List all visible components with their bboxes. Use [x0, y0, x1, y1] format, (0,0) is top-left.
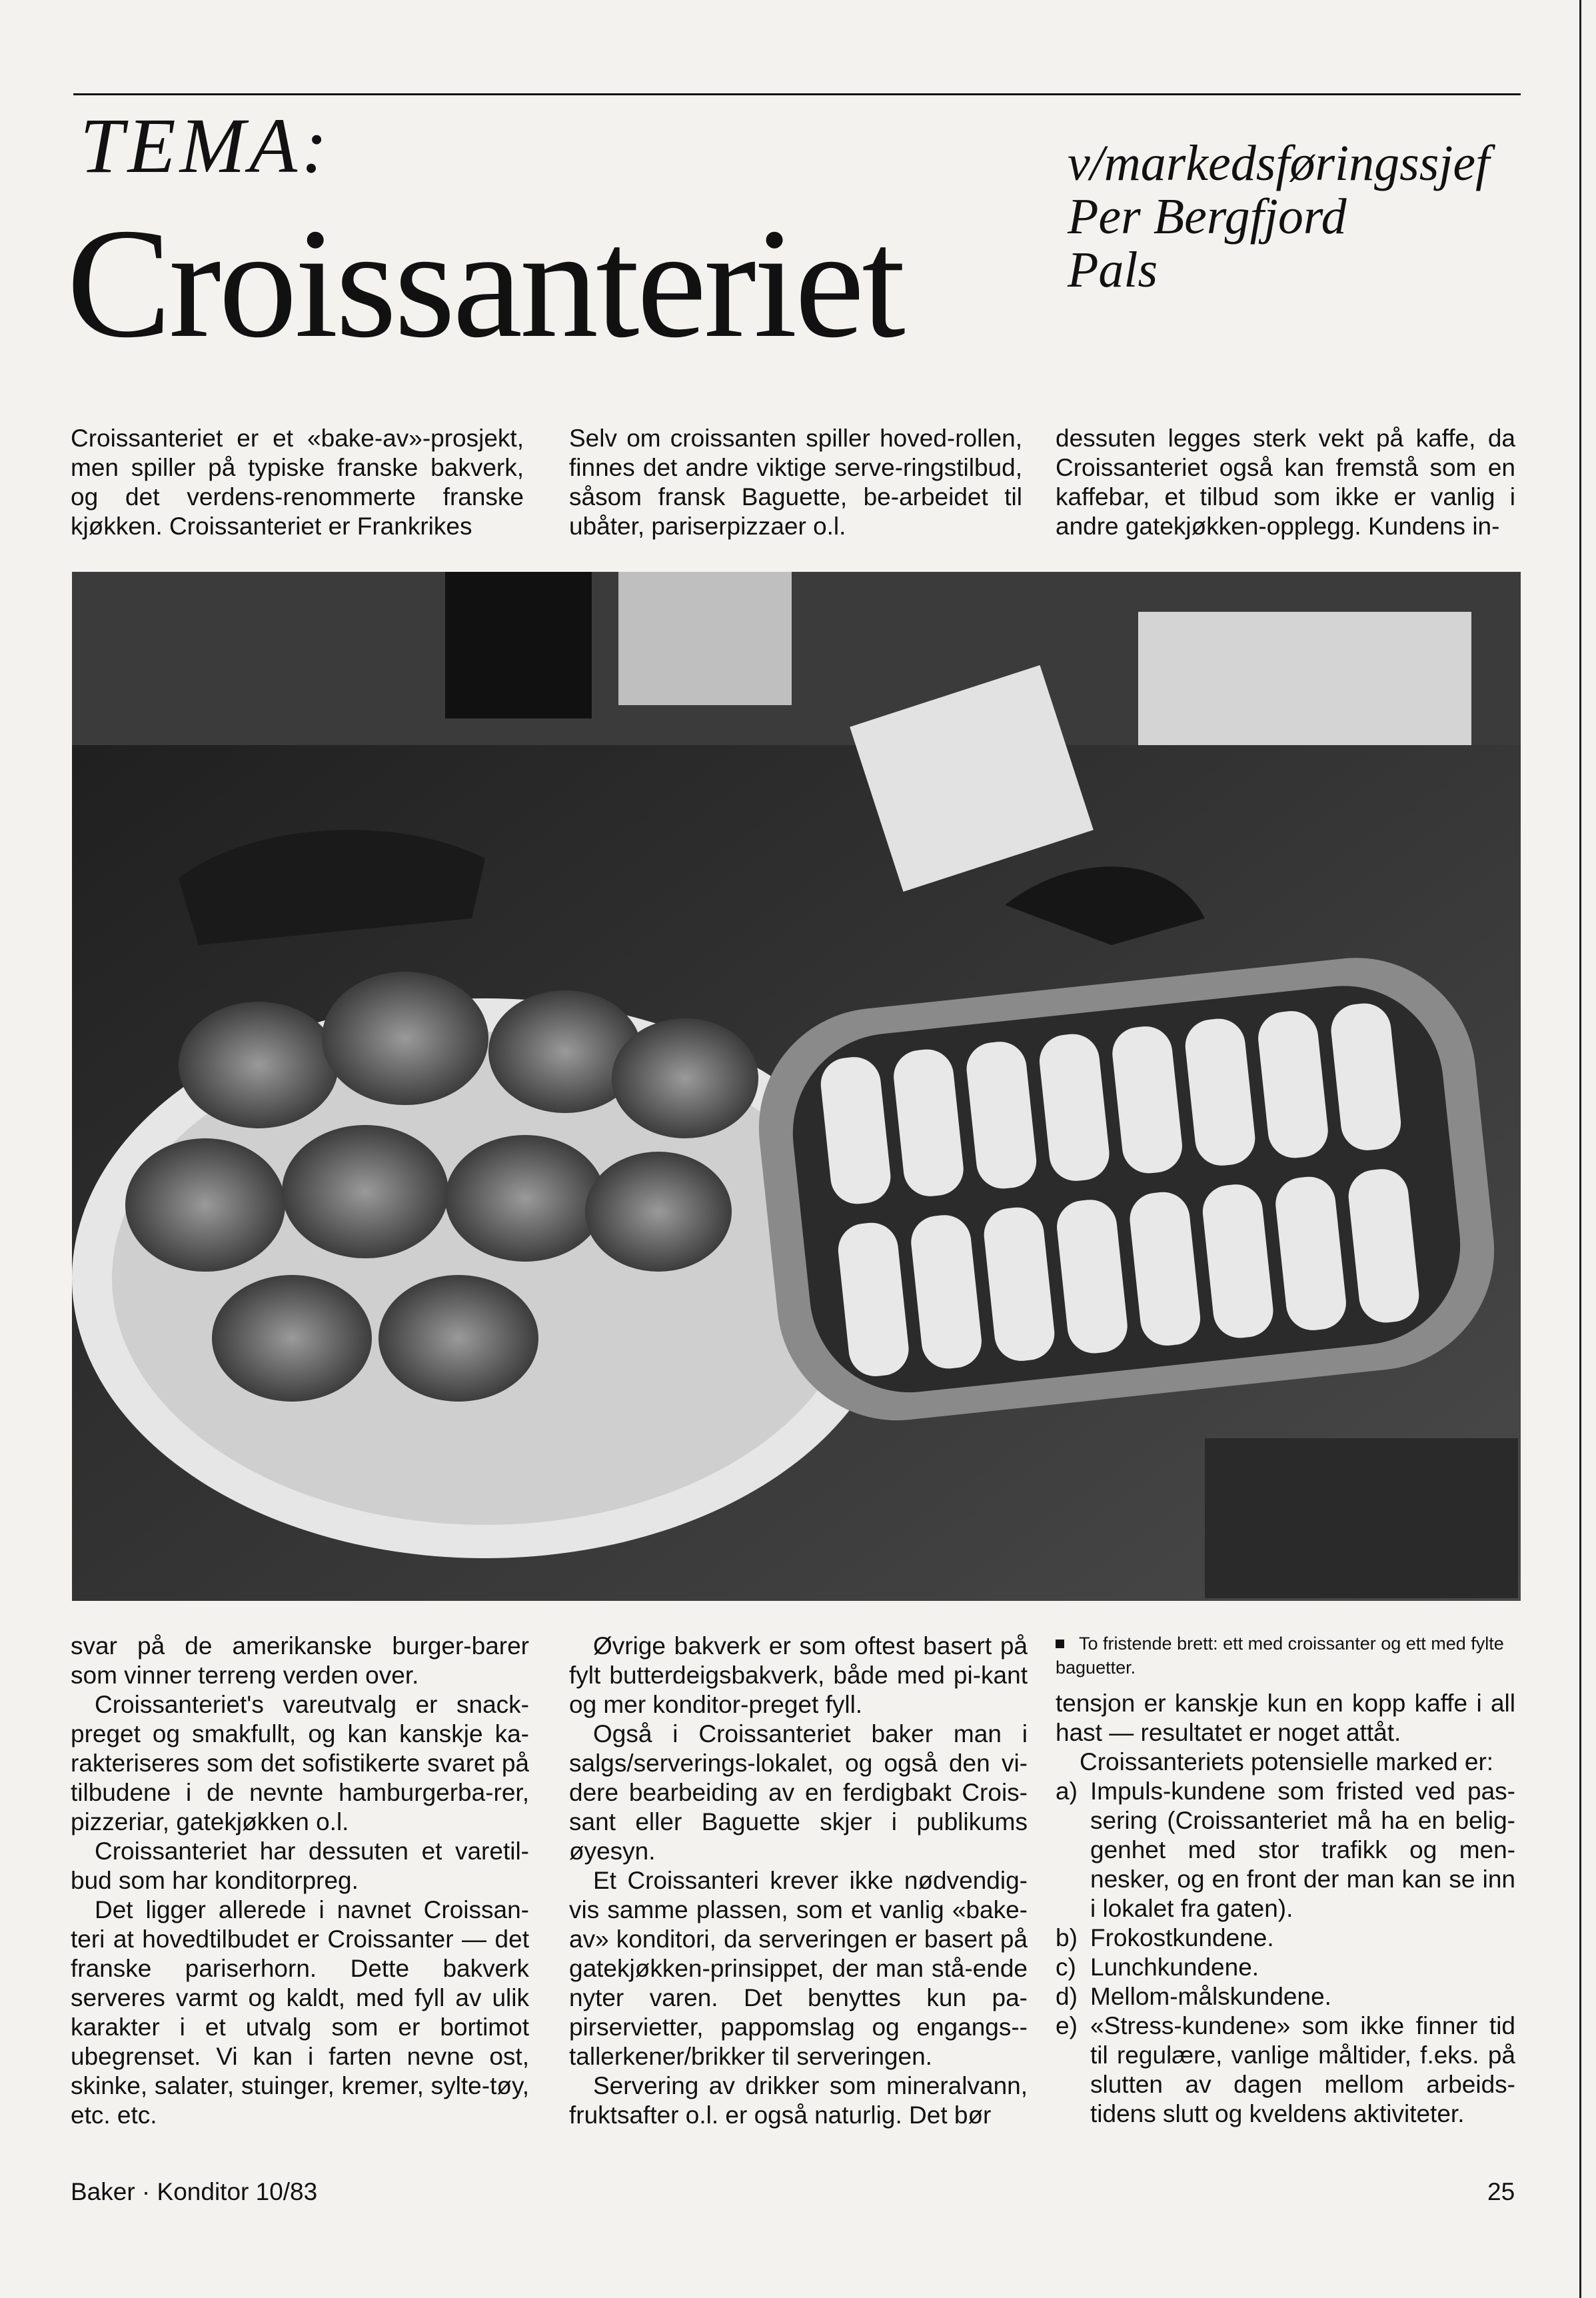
byline-company: Pals	[1068, 241, 1158, 298]
body-column-3	[1056, 1632, 1515, 2129]
body-column-2	[569, 1632, 1028, 2130]
list-item: a) Impuls-kundene som fristed ved pas-sering (Croissanteriet må ha en belig-genhet med stor trafikk og men-nesker, og en front der man kan se inn i lokalet fra gaten).	[1056, 1777, 1515, 1922]
byline-author: Per Bergfjord	[1068, 188, 1347, 245]
article-photo	[72, 572, 1521, 1601]
paragraph: Det ligger allerede i navnet Croissan-teri at hovedtilbudet er Croissanter — det franske pariserhorn. Dette bakverk serveres varmt og kaldt, med fyll av ulik karakter i et utvalg som er bortimot ubegrenset. Vi kan i farten nevne ost, skinke, salater, stuinger, kremer, sylte-tøy, etc. etc.	[71, 1896, 529, 2129]
section-label: TEMA:	[80, 102, 332, 189]
body-column-1	[71, 1632, 529, 2130]
paragraph: Croissanteriets potensielle marked er:	[1080, 1748, 1494, 1775]
list-item: b) Frokostkundene.	[1056, 1924, 1274, 1951]
intro-column-1: Croissanteriet er et «bake-av»-prosjekt, men spiller på typiske franske bakverk, og det verdens-renommerte franske kjøkken. Croissanteriet er Frankrikes	[71, 425, 524, 540]
page-number: 25	[1487, 2178, 1515, 2205]
paragraph: Croissanteriet har dessuten et varetil-bud som har konditorpreg.	[71, 1837, 529, 1894]
header-rule	[73, 93, 1521, 95]
list-item: e) «Stress-kundene» som ikke finner tid til regulære, vanlige måltider, f.eks. på slutten av dagen mellom arbeids-tidens slutt og kveldens aktiviteter.	[1056, 2012, 1515, 2127]
page-edge-rule	[1579, 0, 1581, 2298]
list-item: c) Lunchkundene.	[1056, 1953, 1259, 1981]
photo-illustration	[72, 572, 1521, 1601]
byline-role: v/markedsføringssjef	[1068, 135, 1490, 191]
paragraph: tensjon er kanskje kun en kopp kaffe i all hast — resultatet er noget attåt.	[1056, 1690, 1515, 1746]
caption-bullet-icon	[1056, 1640, 1064, 1648]
byline	[1068, 137, 1489, 297]
paragraph: Croissanteriet's vareutvalg er snack-preget og smakfullt, og kan kanskje ka-rakteriseres som det sofistikerte svaret på tilbudene i de nevnte hamburgerba-rer, pizzeriar, gatekjøkken o.l.	[71, 1691, 529, 1835]
intro-column-2: Selv om croissanten spiller hoved-rollen, finnes det andre viktige serve-ringstilbud, såsom fransk Baguette, be-arbeidet til ubåter, pariserpizzaer o.l.	[569, 425, 1022, 540]
market-list	[1056, 1777, 1515, 2129]
intro-column-3: dessuten legges sterk vekt på kaffe, da Croissanteriet også kan fremstå som en kaffebar, et tilbud som ikke er vanlig i andre gatekjøkken-opplegg. Kundens in-	[1056, 425, 1515, 540]
photo-caption: To fristende brett: ett med croissanter og ett med fylte baguetter.	[1056, 1634, 1504, 1678]
list-item: d) Mellom-målskundene.	[1056, 1983, 1331, 2010]
paragraph: Også i Croissanteriet baker man i salgs/serverings-lokalet, og også den vi-dere bearbeiding av en ferdigbakt Crois-sant eller Baguette skjer i publikums øyesyn.	[569, 1720, 1028, 1865]
article-title: Croissanteriet	[67, 197, 903, 371]
paragraph: Servering av drikker som mineralvann, fruktsafter o.l. er også naturlig. Det bør	[569, 2072, 1028, 2129]
publication-footer: Baker · Konditor 10/83	[71, 2178, 318, 2205]
paragraph: svar på de amerikanske burger-barer som vinner terreng verden over.	[71, 1632, 529, 1689]
paragraph: Øvrige bakverk er som oftest basert på fylt butterdeigsbakverk, både med pi-kant og mer konditor-preget fyll.	[569, 1632, 1028, 1718]
paragraph: Et Croissanteri krever ikke nødvendig-vis samme plassen, som et vanlig «bake-av» konditori, da serveringen er basert på gatekjøkken-prinsippet, der man stå-ende nyter varen. Det benyttes kun pa-pirservietter, pappomslag og engangs--tallerkener/brikker til serveringen.	[569, 1867, 1028, 2070]
